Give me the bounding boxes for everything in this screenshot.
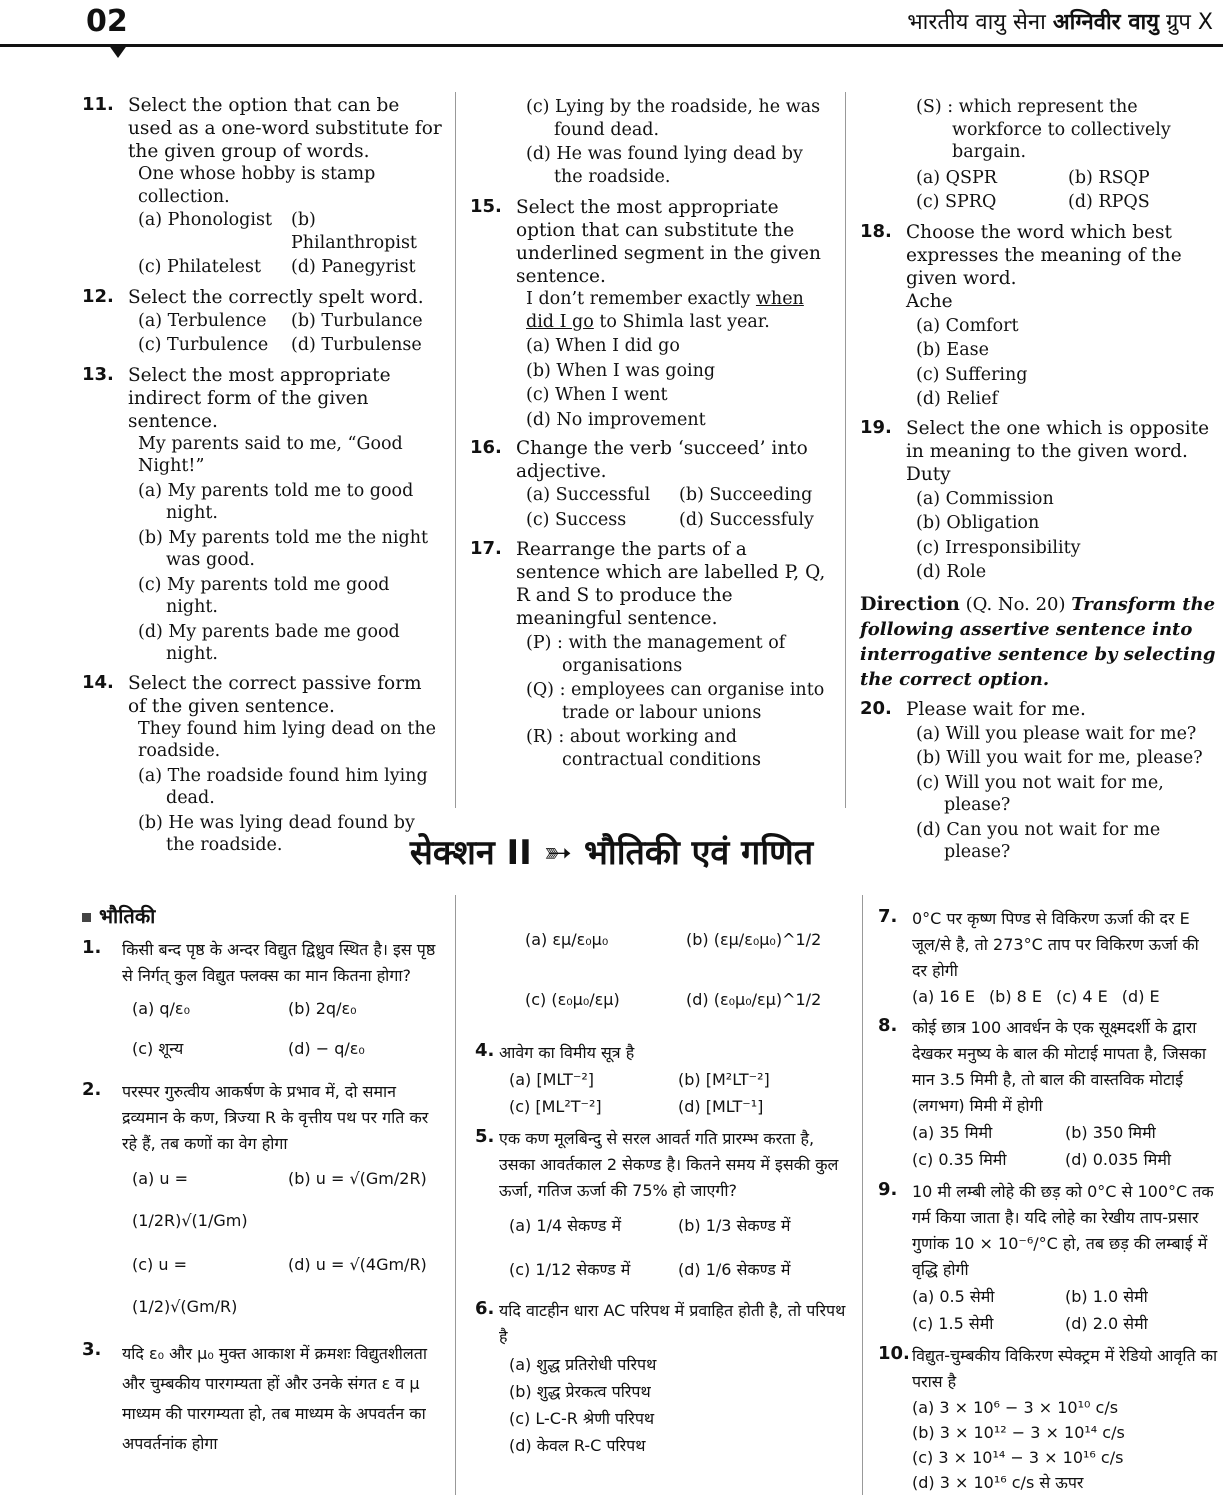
option[interactable]: (d) Can you not wait for me please?	[916, 819, 1161, 862]
underlined-segment: when did I go	[526, 289, 804, 332]
option[interactable]: (b) 3 × 10¹² − 3 × 10¹⁴ c/s	[912, 1423, 1125, 1442]
physics-heading: भौतिकी	[82, 902, 444, 929]
option[interactable]: (b) 1.0 सेमी	[1065, 1287, 1148, 1306]
option[interactable]: (a) u = (1/2R)√(1/Gm)	[132, 1169, 248, 1230]
option[interactable]: (a) 3 × 10⁶ − 3 × 10¹⁰ c/s	[912, 1398, 1119, 1417]
option[interactable]: (b) [M²LT⁻²]	[678, 1070, 770, 1089]
option[interactable]: (c) 1/12 सेकण्ड में	[509, 1260, 631, 1279]
sentence-part-r: (R) : about working and contractual conditions	[526, 727, 761, 770]
option[interactable]: (d) 1/6 सेकण्ड में	[678, 1260, 791, 1279]
question-8: 8. कोई छात्र 100 आवर्धन के एक सूक्ष्मदर्शी के द्वारा देखकर मनुष्य के बाल की मोटाई मापता है, जिसका मान 3.5 मिमी है, तो बाल की वास्तविक मोटाई (लगभग) मिमी में होगी (a) 35 मिमी (b) 350 मिमी (c) 0.35 मिमी (d) 0.035 मिमी	[878, 1015, 1218, 1173]
option[interactable]: (a) The roadside found him lying dead.	[138, 765, 428, 808]
sentence-part-p: (P) : with the management of organisations	[526, 633, 786, 676]
option[interactable]: (d) (ε₀μ₀/εμ)^1/2	[686, 990, 822, 1009]
option[interactable]: (c) When I went	[526, 385, 668, 405]
physics-column-3	[878, 906, 1218, 1501]
sentence-part-q: (Q) : employees can organise into trade or labour unions	[526, 680, 825, 723]
column-divider	[455, 895, 456, 1495]
english-column-3	[860, 94, 1220, 870]
option[interactable]: (a) शुद्ध प्रतिरोधी परिपथ	[509, 1355, 657, 1374]
direction-note: Direction (Q. No. 20) Transform the following assertive sentence into interrogative sentence by selecting the correct option.	[860, 592, 1216, 690]
option[interactable]: (d) Successfuly	[679, 509, 814, 530]
option[interactable]: (d) Role	[916, 562, 987, 582]
option[interactable]: (a) Successful	[526, 485, 651, 505]
option[interactable]: (a) q/ε₀	[132, 999, 190, 1018]
option[interactable]: (c) SPRQ	[916, 192, 997, 212]
option[interactable]: (a) QSPR	[916, 167, 997, 188]
option[interactable]: (a) Phonologist	[138, 210, 272, 230]
option[interactable]: (d) u = √(4Gm/R)	[288, 1255, 427, 1274]
option[interactable]: (a) Commission	[916, 488, 1054, 509]
header-rule	[0, 44, 1223, 47]
option[interactable]: (d) Panegyrist	[291, 257, 416, 277]
option[interactable]: (c) Turbulence	[138, 335, 269, 355]
option[interactable]: (c) Success	[526, 509, 627, 530]
question-20: 20. Please wait for me. (a) Will you please wait for me? (b) Will you wait for me, please? (c) Will you not wait for me, please? (d) Can you not wait for me please?	[860, 698, 1220, 864]
square-bullet-icon	[82, 913, 91, 922]
option[interactable]: (c) 3 × 10¹⁴ − 3 × 10¹⁶ c/s	[912, 1448, 1124, 1467]
option[interactable]: (a) When I did go	[526, 336, 680, 356]
question-1: 1. किसी बन्द पृष्ठ के अन्दर विद्युत द्विध्रुव स्थित है। इस पृष्ठ से निर्गत् कुल विद्युत फ्लक्स का मान कितना होगा? (a) q/ε₀ (b) 2q/ε₀ (c) शून्य (d) − q/ε₀	[82, 937, 444, 1069]
question-13: 13. Select the most appropriate indirect form of the given sentence. My parents said to me, “Good Night!” (a) My parents told me to good night. (b) My parents told me the night was good. (c) My parents told me good night. (d) My parents bade me good night.	[82, 364, 444, 666]
option[interactable]: (c) 4 E	[1056, 987, 1108, 1006]
sentence-part-s: (S) : which represent the workforce to collectively bargain.	[916, 97, 1171, 162]
option[interactable]: (c) Lying by the roadside, he was found dead.	[526, 97, 821, 140]
option[interactable]: (c) Suffering	[916, 364, 1028, 385]
page-number: 02	[86, 4, 128, 39]
running-title: भारतीय वायु सेना अग्निवीर वायु ग्रुप X	[907, 10, 1213, 35]
given-sentence: I don’t remember exactly when did I go to Shimla last year.	[526, 289, 804, 332]
option[interactable]: (d) My parents bade me good night.	[138, 621, 400, 664]
question-5: 5. एक कण मूलबिन्दु से सरल आवर्त गति प्रारम्भ करता है, उसका आवर्तकाल 2 सेकण्ड है। कितने समय में इसकी कुल ऊर्जा, गतिज ऊर्जा की 75% हो जाएगी? (a) 1/4 सेकण्ड में (b) 1/3 सेकण्ड में (c) 1/12 सेकण्ड में (d) 1/6 सेकण्ड में	[475, 1126, 847, 1292]
question-14-continued	[470, 96, 832, 188]
option[interactable]: (d) E	[1121, 987, 1160, 1006]
option[interactable]: (d) RPQS	[1068, 192, 1150, 212]
option[interactable]: (c) [ML²T⁻²]	[509, 1097, 602, 1116]
question-7: 7. 0°C पर कृष्ण पिण्ड से विकिरण ऊर्जा की दर E जूल/से है, तो 273°C ताप पर विकिरण ऊर्जा की दर होगी (a) 16 E (b) 8 E (c) 4 E (d) E	[878, 906, 1218, 1009]
question-15: 15. Select the most appropriate option that can substitute the underlined segment in the given sentence. I don’t remember exactly when did I go to Shimla last year. (a) When I did go (b) When I was going (c) When I went (d) No improvement	[470, 196, 832, 431]
physics-column-2	[475, 910, 847, 1464]
option[interactable]: (c) My parents told me good night.	[138, 574, 390, 617]
english-column-1	[82, 94, 444, 863]
option[interactable]: (a) 16 E	[912, 987, 975, 1006]
option[interactable]: (c) (ε₀μ₀/εμ)	[525, 990, 620, 1009]
option[interactable]: (c) शून्य	[132, 1039, 184, 1058]
header-notch	[108, 44, 128, 58]
option[interactable]: (b) Obligation	[916, 513, 1040, 533]
option[interactable]: (b) Turbulance	[291, 310, 423, 331]
option[interactable]: (d) Relief	[916, 389, 998, 409]
option[interactable]: (b) शुद्ध प्रेरकत्व परिपथ	[509, 1382, 651, 1401]
option[interactable]: (a) My parents told me to good night.	[138, 480, 414, 523]
column-divider	[862, 895, 863, 1495]
option[interactable]: (b) (εμ/ε₀μ₀)^1/2	[686, 930, 822, 949]
question-14: 14. Select the correct passive form of the given sentence. They found him lying dead on the roadside. (a) The roadside found him lying dead. (b) He was lying dead found by the roadside.	[82, 672, 444, 857]
option[interactable]: (a) [MLT⁻²]	[509, 1070, 595, 1089]
option[interactable]: (d) 3 × 10¹⁶ c/s से ऊपर	[912, 1473, 1084, 1492]
option[interactable]: (d) No improvement	[526, 409, 706, 430]
physics-column-1	[82, 902, 444, 1465]
option[interactable]: (a) εμ/ε₀μ₀	[525, 930, 609, 949]
option[interactable]: (b) u = √(Gm/2R)	[288, 1169, 427, 1188]
question-16: 16. Change the verb ‘succeed’ into adjective. (a) Successful (b) Succeeding (c) Success (d) Successfuly	[470, 437, 832, 532]
question-17-continued	[860, 96, 1220, 215]
option[interactable]: (d) He was found lying dead by the roadside.	[526, 144, 803, 187]
option[interactable]: (a) Comfort	[916, 315, 1019, 336]
option[interactable]: (d) 2.0 सेमी	[1065, 1314, 1148, 1333]
question-4: 4. आवेग का विमीय सूत्र है (a) [MLT⁻²] (b) [M²LT⁻²] (c) [ML²T⁻²] (d) [MLT⁻¹]	[475, 1040, 847, 1120]
question-9: 9. 10 मी लम्बी लोहे की छड़ को 0°C से 100°C तक गर्म किया जाता है। यदि लोहे का रेखीय ताप-प्रसार गुणांक 10 × 10⁻⁶/°C हो, तब छड़ की लम्बाई में वृद्धि होगी (a) 0.5 सेमी (b) 1.0 सेमी (c) 1.5 सेमी (d) 2.0 सेमी	[878, 1179, 1218, 1337]
option[interactable]: (b) My parents told me the night was good.	[138, 527, 429, 570]
option[interactable]: (d) केवल R-C परिपथ	[509, 1436, 646, 1455]
option[interactable]: (b) Philanthropist	[291, 210, 417, 253]
option[interactable]: (d) − q/ε₀	[288, 1039, 365, 1058]
question-12: 12. Select the correctly spelt word. (a) Terbulence (b) Turbulance (c) Turbulence (d) Turbulense	[82, 286, 444, 358]
question-2: 2. परस्पर गुरुत्वीय आकर्षण के प्रभाव में, दो समान द्रव्यमान के कण, त्रिज्या R के वृत्तीय पथ पर गति कर रहे हैं, तब कणों का वेग होगा (a) u = (1/2R)√(1/Gm) (b) u = √(Gm/2R) (c) u = (1/2)√(Gm/R) (d) u = √(4Gm/R)	[82, 1079, 444, 1329]
option[interactable]: (b) Will you wait for me, please?	[916, 748, 1203, 768]
english-column-2	[470, 94, 832, 777]
option[interactable]: (c) 1.5 सेमी	[912, 1314, 994, 1333]
option[interactable]: (c) Philatelest	[138, 257, 262, 277]
option[interactable]: (b) When I was going	[526, 360, 716, 381]
option[interactable]: (c) Irresponsibility	[916, 537, 1081, 558]
option[interactable]: (a) Will you please wait for me?	[916, 723, 1197, 744]
option[interactable]: (b) 8 E	[988, 987, 1043, 1006]
option[interactable]: (a) 35 मिमी	[912, 1123, 993, 1142]
option[interactable]: (c) u = (1/2)√(Gm/R)	[132, 1255, 238, 1316]
option[interactable]: (c) L-C-R श्रेणी परिपथ	[509, 1409, 655, 1428]
question-6: 6. यदि वाटहीन धारा AC परिपथ में प्रवाहित होती है, तो परिपथ है (a) शुद्ध प्रतिरोधी परिपथ (b) शुद्ध प्रेरकत्व परिपथ (c) L-C-R श्रेणी परिपथ (d) केवल R-C परिपथ	[475, 1298, 847, 1458]
option[interactable]: (d) [MLT⁻¹]	[678, 1097, 764, 1116]
option[interactable]: (b) 1/3 सेकण्ड में	[678, 1216, 791, 1235]
question-3-options	[525, 910, 847, 1030]
question-7-options	[912, 984, 1218, 1009]
question-10: 10. विद्युत-चुम्बकीय विकिरण स्पेक्ट्रम में रेडियो आवृति का परास है (a) 3 × 10⁶ − 3 × 10¹⁰ c/s (b) 3 × 10¹² − 3 × 10¹⁴ c/s (c) 3 × 10¹⁴ − 3 × 10¹⁶ c/s (d) 3 × 10¹⁶ c/s से ऊपर	[878, 1343, 1218, 1495]
option[interactable]: (d) 0.035 मिमी	[1065, 1150, 1172, 1169]
option[interactable]: (a) Terbulence	[138, 310, 267, 331]
option[interactable]: (b) Ease	[916, 340, 989, 360]
option[interactable]: (b) RSQP	[1068, 167, 1150, 188]
option[interactable]: (b) He was lying dead found by the roadside.	[138, 812, 415, 855]
question-11: 11. Select the option that can be used as a one-word substitute for the given group of words. One whose hobby is stamp collection. (a) Phonologist (b) Philanthropist (c) Philatelest (d) Panegyrist	[82, 94, 444, 280]
option[interactable]: (d) Turbulense	[291, 335, 422, 355]
option[interactable]: (c) 0.35 मिमी	[912, 1150, 1007, 1169]
option[interactable]: (b) Succeeding	[679, 485, 813, 505]
option[interactable]: (c) Will you not wait for me, please?	[916, 772, 1164, 815]
option[interactable]: (a) 1/4 सेकण्ड में	[509, 1216, 622, 1235]
question-17: 17. Rearrange the parts of a sentence which are labelled P, Q, R and S to produce the meaningful sentence. (P) : with the management of organisations (Q) : employees can organise into trade or labour unions (R) : about working and contractual conditions	[470, 538, 832, 771]
option[interactable]: (b) 350 मिमी	[1065, 1123, 1156, 1142]
question-19: 19. Select the one which is opposite in meaning to the given word. Duty (a) Commission (b) Obligation (c) Irresponsibility (d) Role	[860, 417, 1220, 584]
option[interactable]: (a) 0.5 सेमी	[912, 1287, 995, 1306]
question-3: 3. यदि ε₀ और μ₀ मुक्त आकाश में क्रमशः विद्युतशीलता और चुम्बकीय पारगम्यता हों और उनके संगत ε व μ माध्यम की पारगम्यता हो, तब माध्यम के अपवर्तन का अपवर्तनांक होगा	[82, 1339, 428, 1453]
column-divider	[455, 92, 456, 808]
column-divider	[845, 92, 846, 808]
question-18: 18. Choose the word which best expresses the meaning of the given word. Ache (a) Comfort (b) Ease (c) Suffering (d) Relief	[860, 221, 1220, 411]
option[interactable]: (b) 2q/ε₀	[288, 999, 357, 1018]
section-title: सेक्शन II ➳ भौतिकी एवं गणित	[409, 833, 814, 873]
